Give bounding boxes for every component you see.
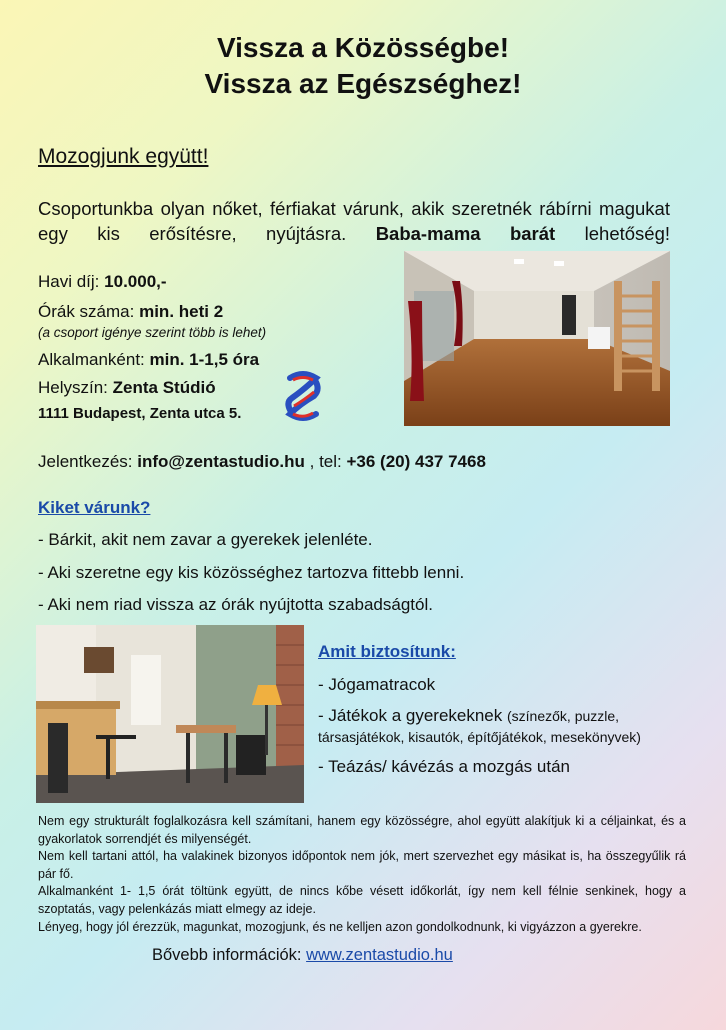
provide-item-2-label: - Játékok a gyerekeknek — [318, 706, 503, 725]
description-paragraph-1: Nem egy strukturált foglalkozásra kell számítani, hanem egy közösségre, ahol együtt alakítjuk ki a céljainkat, és a gyakorlatok sorrendjét és milyenségét. — [38, 814, 686, 846]
who-item-1: - Bárkit, akit nem zavar a gyerekek jelenléte. — [38, 530, 373, 549]
more-info — [152, 946, 453, 965]
provide-item-1: - Jógamatracok — [318, 675, 436, 694]
description-paragraph-3: Alkalmanként 1- 1,5 órát töltünk együtt, de nincs kőbe vésett időkorlát, így nem kell félnie senkinek, hogy a szoptatás, vagy pelenkázás miatt elmegy az ideje. — [38, 884, 686, 916]
description-paragraph-4: Lényeg, hogy jól érezzük, magunkat, mozogjunk, és ne kelljen azon gondolkodnunk, ki vigyázzon a gyerekre. — [38, 919, 642, 934]
fee-label: Havi díj: — [38, 272, 100, 291]
class-count — [38, 302, 223, 322]
poster-title — [0, 30, 726, 102]
location-label: Helyszín: — [38, 378, 108, 397]
provide-item-2 — [318, 706, 619, 726]
session-length — [38, 350, 259, 370]
description-text — [38, 813, 686, 936]
hours-label: Órák száma: — [38, 302, 135, 321]
provide-item-3: - Teázás/ kávézás a mozgás után — [318, 757, 570, 776]
intro-text: Csoportunkba olyan nőket, férfiakat várunk, akik szeretnék rábírni magukat egy kis erősítésre, nyújtásra. — [38, 198, 670, 244]
contact-phone[interactable]: +36 (20) 437 7468 — [346, 452, 486, 471]
intro-paragraph — [38, 196, 670, 246]
intro-tail: lehetőség! — [584, 223, 671, 244]
hours-note: (a csoport igénye szerint több is lehet) — [38, 325, 267, 340]
contact-email[interactable]: info@zentastudio.hu — [137, 452, 305, 471]
who-heading: Kiket várunk? — [38, 498, 151, 517]
intro-highlight: Baba-mama barát — [375, 223, 556, 244]
title-line-2: Vissza az Egészséghez! — [204, 68, 522, 99]
dance-studio-photo — [404, 251, 670, 426]
who-item-3: - Aki nem riad vissza az órák nyújtotta szabadságtól. — [38, 595, 433, 614]
provide-item-2-detail-a: (színezők, puzzle, — [507, 708, 620, 724]
more-info-label: Bővebb információk: — [152, 946, 302, 964]
session-label: Alkalmanként: — [38, 350, 145, 369]
description-paragraph-2: Nem kell tartani attól, ha valakinek bizonyos időpontok nem jók, mert szervezhet egy másikat is, ha összegyűlik rá pár fő. — [38, 849, 686, 881]
location — [38, 378, 216, 398]
fee-value: 10.000,- — [104, 272, 167, 291]
hours-value: min. heti 2 — [139, 302, 224, 321]
studio-lounge-photo — [36, 625, 304, 803]
location-address: 1111 Budapest, Zenta utca 5. — [38, 405, 242, 422]
provide-heading: Amit biztosítunk: — [318, 642, 456, 661]
who-item-2: - Aki szeretne egy kis közösséghez tartozva fittebb lenni. — [38, 563, 465, 582]
title-line-1: Vissza a Közösségbe! — [216, 32, 510, 63]
provide-item-2-detail-b: társasjátékok, kisautók, építőjátékok, mesekönyvek) — [318, 729, 641, 745]
contact-sep: , tel: — [309, 452, 342, 471]
contact-label: Jelentkezés: — [38, 452, 133, 471]
section-subheading: Mozogjunk együtt! — [38, 145, 209, 168]
website-link[interactable]: www.zentastudio.hu — [306, 946, 453, 964]
session-value: min. 1-1,5 óra — [149, 350, 260, 369]
monthly-fee — [38, 272, 167, 292]
location-value: Zenta Stúdió — [112, 378, 216, 397]
zenta-studio-logo — [284, 370, 322, 422]
contact-line — [38, 452, 486, 472]
